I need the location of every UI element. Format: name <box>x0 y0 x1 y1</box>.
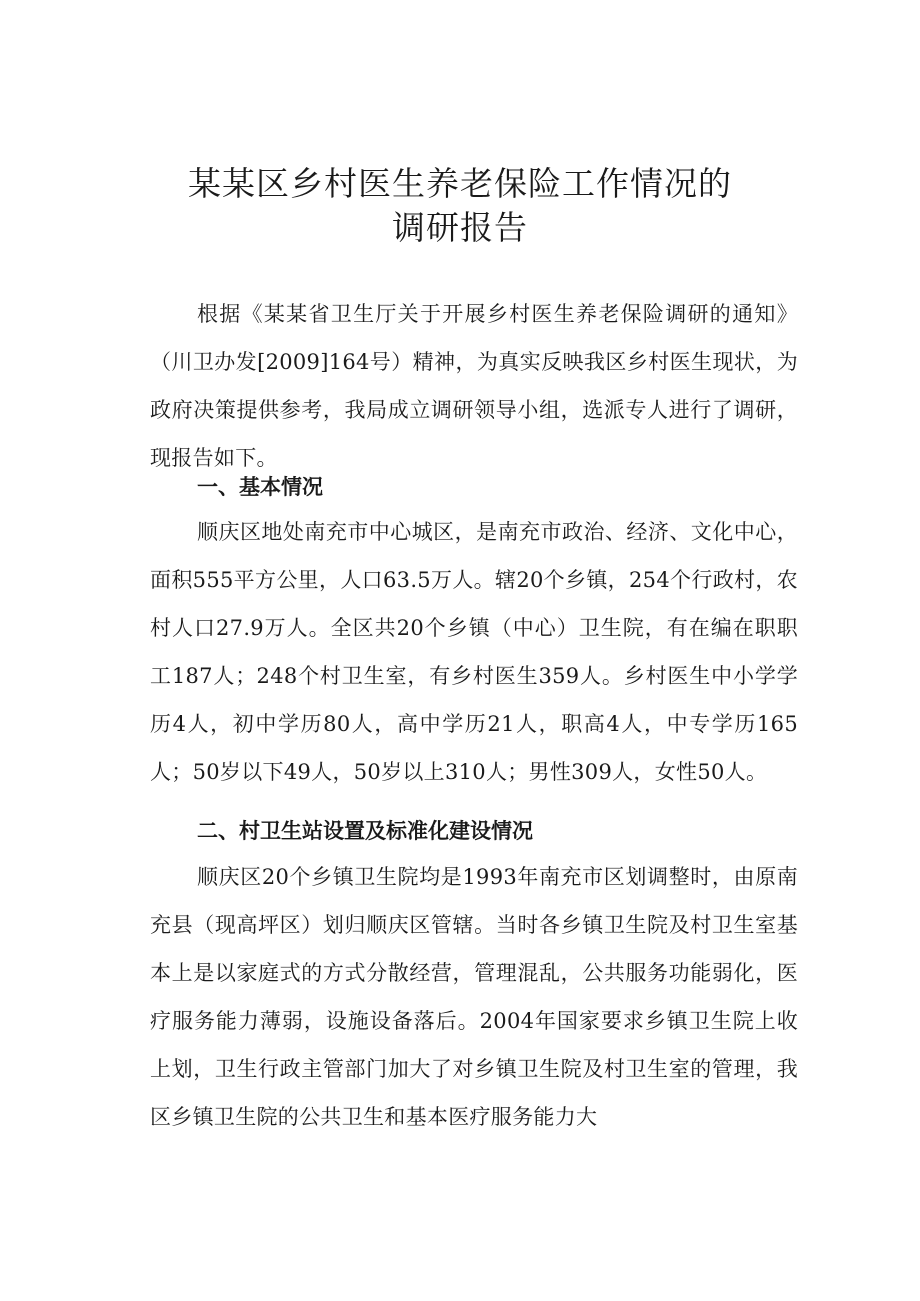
section2-heading: 二、村卫生站设置及标准化建设情况 <box>197 819 533 843</box>
document-title-line2: 调研报告 <box>392 208 528 247</box>
section2-paragraph: 顺庆区20个乡镇卫生院均是1993年南充市区划调整时，由原南充县（现高坪区）划归顺庆区管辖。当时各乡镇卫生院及村卫生室基本上是以家庭式的方式分散经营，管理混乱，公共服务功能弱化，医疗服务能力薄弱，设施设备落后。2004年国家要求乡镇卫生院上收上划，卫生行政主管部门加大了对乡镇卫生院及村卫生室的管理，我区乡镇卫生院的公共卫生和基本医疗服务能力大 <box>150 865 798 1129</box>
section1-heading: 一、基本情况 <box>197 475 323 499</box>
document-title-line1: 某某区乡村医生养老保险工作情况的 <box>188 164 732 203</box>
intro-paragraph: 根据《某某省卫生厅关于开展乡村医生养老保险调研的通知》（川卫办发[2009]164号）精神，为真实反映我区乡村医生现状，为政府决策提供参考，我局成立调研领导小组，选派专人进行了调研，现报告如下。 <box>150 302 798 470</box>
section1-paragraph: 顺庆区地处南充市中心城区，是南充市政治、经济、文化中心，面积555平方公里，人口63.5万人。辖20个乡镇，254个行政村，农村人口27.9万人。全区共20个乡镇（中心）卫生院，有在编在职职工187人；248个村卫生室，有乡村医生359人。乡村医生中小学学历4人，初中学历80人，高中学历21人，职高4人，中专学历165人；50岁以下49人，50岁以上310人；男性309人，女性50人。 <box>150 520 798 784</box>
